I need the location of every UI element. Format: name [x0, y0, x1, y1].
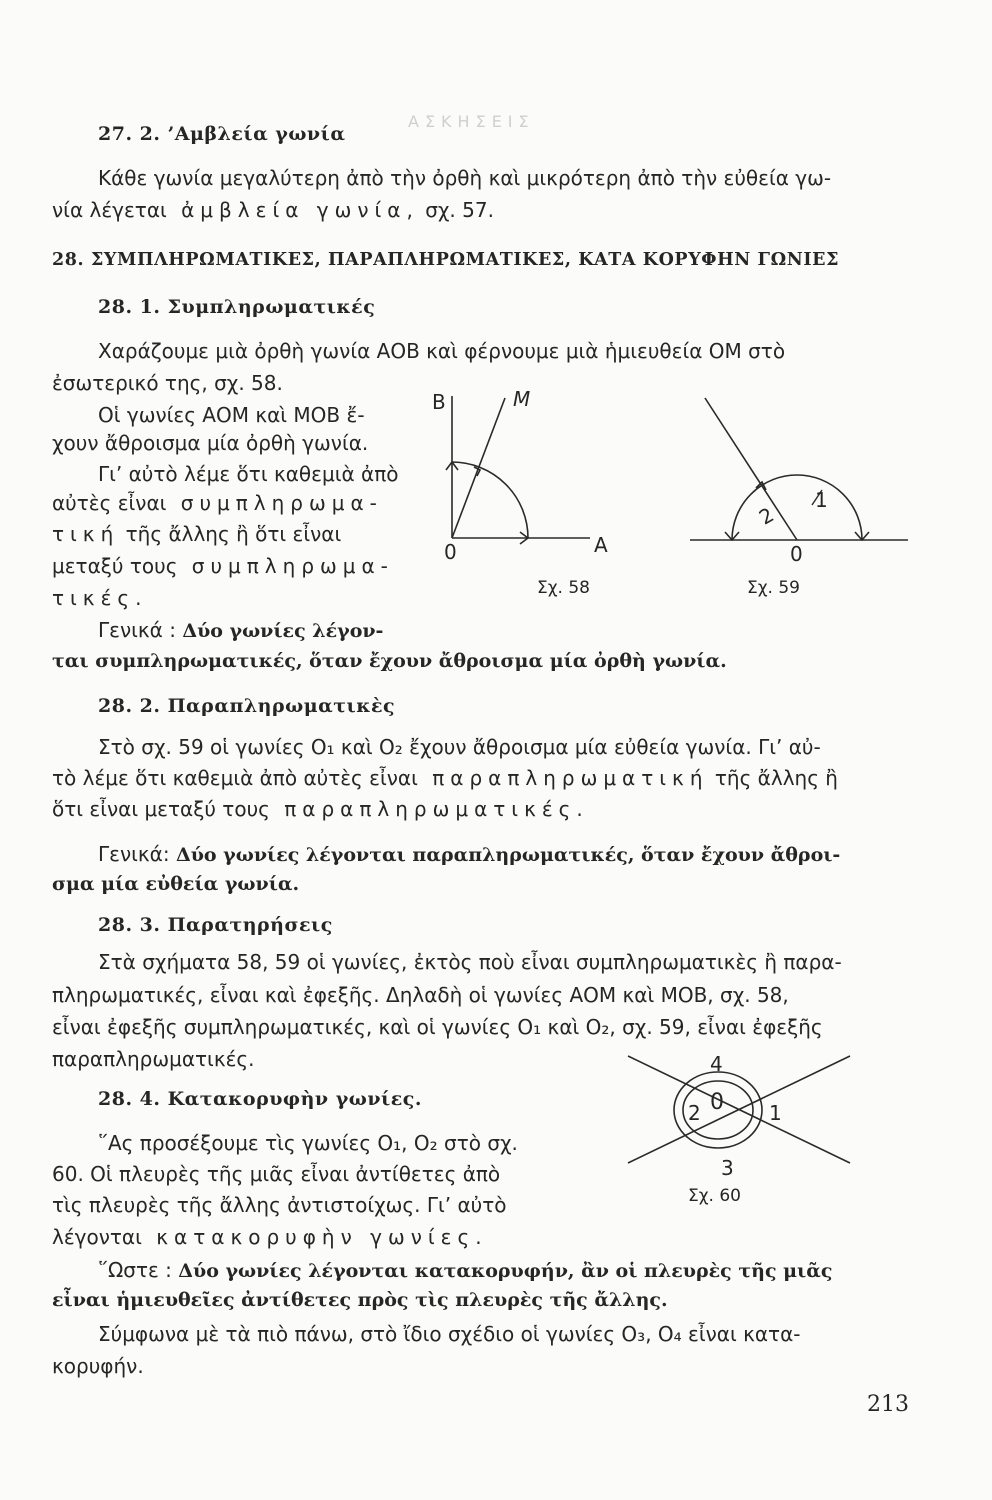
- fig59-label-2: 2: [754, 502, 778, 530]
- fig58-label-A: A: [594, 533, 608, 557]
- fig60-label-2: 2: [688, 1101, 701, 1125]
- figure-58: [446, 396, 590, 544]
- fig59-label-1: 1: [815, 488, 828, 512]
- fig58-label-B: B: [432, 390, 446, 414]
- s28-2-term-1: παραπληρωματική: [432, 766, 709, 790]
- fig60-label-3: 3: [721, 1156, 734, 1180]
- s28-1-line-1: Χαράζουμε μιὰ ὀρθὴ γωνία ΑΟΒ καὶ φέρνουμε μιὰ ἡμιευθεία ΟΜ στὸ: [98, 339, 786, 363]
- s28-1-line-2: ἐσωτερικό της, σχ. 58.: [52, 371, 283, 395]
- section-28-2-title: 28. 2. Παραπληρωματικὲς: [98, 695, 396, 717]
- fig60-caption: Σχ. 60: [688, 1186, 742, 1206]
- s28-3-line-3: εἶναι ἐφεξῆς συμπληρωματικές, καὶ οἱ γωνίες Ο₁ καὶ Ο₂, σχ. 59, εἶναι ἐφεξῆς: [52, 1015, 823, 1039]
- page-number: 213: [867, 1392, 909, 1417]
- fig60-label-O: 0: [710, 1090, 724, 1115]
- s28-1-term-1: συμπληρωμα-: [180, 491, 383, 515]
- s27-2-line-2-b: σχ. 57.: [425, 198, 494, 222]
- s28-2-rule: σμα μία εὐθεία γωνία.: [52, 873, 300, 895]
- fig59-label-O: 0: [790, 542, 803, 566]
- fig58-ray-OM: [452, 398, 505, 538]
- s28-1-general-label: Γενικά :: [98, 618, 176, 642]
- s27-2-line-2-a: νία λέγεται: [52, 198, 167, 222]
- s28-1-rule: ται συμπληρωματικές, ὅταν ἔχουν ἄθροισμα μία ὀρθὴ γωνία.: [52, 650, 727, 672]
- s28-4-line-3: τὶς πλευρὲς τῆς ἄλλης ἀντιστοίχως. Γι’ αὐτὸ: [52, 1193, 507, 1217]
- fig58-label-M: M: [513, 387, 531, 411]
- s28-1-term-2: τική: [52, 522, 120, 546]
- s28-4-line-1: ῞Ας προσέξουμε τὶς γωνίες Ο₁, Ο₂ στὸ σχ.: [98, 1131, 518, 1155]
- s27-2-term: ἀμβλεία γωνία,: [181, 198, 419, 222]
- s28-1-line-4: χουν ἄθροισμα μία ὀρθὴ γωνία.: [52, 431, 369, 455]
- figure-59: [690, 398, 908, 540]
- s28-2-line-2-b: τῆς ἄλλης ἢ: [714, 766, 838, 790]
- s28-2-term-2: παραπληρωματικές.: [284, 797, 589, 821]
- fig59-arc: [732, 475, 862, 540]
- s28-3-line-4: παραπληρωματικές.: [52, 1047, 255, 1071]
- s28-3-line-1: Στὰ σχήματα 58, 59 οἱ γωνίες, ἐκτὸς ποὺ εἶναι συμπληρωματικὲς ἢ παρα-: [98, 950, 842, 974]
- s28-1-line-5: Γι’ αὐτὸ λέμε ὅτι καθεμιὰ ἀπὸ: [98, 462, 399, 486]
- section-28-heading: 28. ΣΥΜΠΛΗΡΩΜΑΤΙΚΕΣ, ΠΑΡΑΠΛΗΡΩΜΑΤΙΚΕΣ, ΚΑΤΑ ΚΟΡΥΦΗΝ ΓΩΝΙΕΣ: [52, 250, 840, 270]
- section-28-1-title: 28. 1. Συμπληρωματικές: [98, 296, 376, 318]
- figure-60: [628, 1056, 850, 1163]
- s28-4-hence-label: ῞Ωστε :: [98, 1258, 172, 1282]
- s28-1-line-6-a: αὐτὲς εἶναι: [52, 491, 167, 515]
- section-28-3-title: 28. 3. Παρατηρήσεις: [98, 914, 333, 936]
- s28-4-line-7: Σύμφωνα μὲ τὰ πιὸ πάνω, στὸ ἴδιο σχέδιο οἱ γωνίες Ο₃, Ο₄ εἶναι κατα-: [98, 1322, 801, 1346]
- s28-4-rule: εἶναι ἡμιευθεῖες ἀντίθετες πρὸς τὶς πλευρὲς τῆς ἄλλης.: [52, 1289, 668, 1311]
- s28-3-line-2: πληρωματικές, εἶναι καὶ ἐφεξῆς. Δηλαδὴ οἱ γωνίες ΑΟΜ καὶ ΜΟΒ, σχ. 58,: [52, 983, 789, 1007]
- s28-1-rule-start: Δύο γωνίες λέγον-: [182, 620, 384, 642]
- fig58-arc: [452, 462, 528, 538]
- s28-2-line-2-a: τὸ λέμε ὅτι καθεμιὰ ἀπὸ αὐτὲς εἶναι: [52, 766, 418, 790]
- s28-2-general-label: Γενικά:: [98, 842, 170, 866]
- fig60-label-1: 1: [769, 1101, 782, 1125]
- fig58-caption: Σχ. 58: [537, 578, 591, 598]
- fig60-label-4: 4: [710, 1052, 723, 1076]
- s28-4-line-4-a: λέγονται: [52, 1225, 142, 1249]
- bleed-through-header: ΑΣΚΗΣΕΙΣ: [408, 112, 535, 131]
- s28-2-line-3-a: ὅτι εἶναι μεταξύ τους: [52, 797, 270, 821]
- s28-1-line-8-a: μεταξύ τους: [52, 554, 178, 578]
- fig58-label-O: 0: [444, 540, 457, 564]
- s27-2-line-1: Κάθε γωνία μεγαλύτερη ἀπὸ τὴν ὀρθὴ καὶ μικρότερη ἀπὸ τὴν εὐθεία γω-: [98, 166, 832, 190]
- s28-2-rule-start: Δύο γωνίες λέγονται παραπληρωματικές, ὅταν ἔχουν ἄθροι-: [175, 844, 841, 866]
- section-28-4-title: 28. 4. Κατακορυφὴν γωνίες.: [98, 1088, 422, 1110]
- s28-4-term: κατακορυφὴν γωνίες.: [156, 1225, 488, 1249]
- s28-2-line-1: Στὸ σχ. 59 οἱ γωνίες Ο₁ καὶ Ο₂ ἔχουν ἄθροισμα μία εὐθεία γωνία. Γι’ αὐ-: [98, 735, 821, 759]
- s28-4-line-2: 60. Οἱ πλευρὲς τῆς μιᾶς εἶναι ἀντίθετες ἀπὸ: [52, 1162, 501, 1186]
- s28-1-term-3: συμπληρωμα-: [191, 554, 394, 578]
- s28-4-line-8: κορυφήν.: [52, 1354, 144, 1378]
- s28-1-line-7-b: τῆς ἄλλης ἢ ὅτι εἶναι: [125, 522, 342, 546]
- s28-4-rule-start: Δύο γωνίες λέγονται κατακορυφήν, ἂν οἱ πλευρὲς τῆς μιᾶς: [178, 1260, 833, 1282]
- s28-1-term-4: τικές.: [52, 586, 148, 610]
- fig59-ray: [705, 398, 797, 540]
- s28-1-line-3: Οἱ γωνίες ΑΟΜ καὶ ΜΟΒ ἔ-: [98, 403, 365, 427]
- fig59-caption: Σχ. 59: [747, 578, 801, 598]
- section-27-2-title: 27. 2. ’Αμβλεία γωνία: [98, 123, 346, 145]
